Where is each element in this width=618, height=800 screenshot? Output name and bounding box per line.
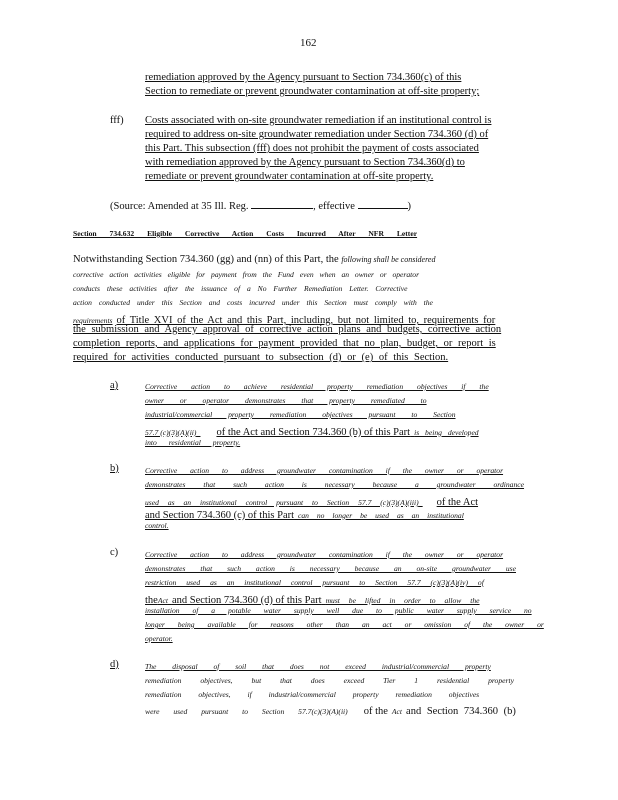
source-middle: , effective: [313, 201, 355, 212]
item-a-line-1: Corrective action to achieve residential property remediation objectives if the: [145, 382, 489, 391]
item-b-line-1: Corrective action to address groundwater contamination if the owner or operator: [145, 466, 504, 475]
item-a-line-4-c: is being developed: [414, 428, 479, 437]
source-blank-2: [358, 199, 408, 209]
item-c-line-2: demonstrates that such action is necessary because an on-site groundwater use: [145, 564, 516, 573]
item-c-line-1: Corrective action to address groundwater contamination if the owner or operator: [145, 550, 504, 559]
intro-line-1-tail: following shall be considered: [341, 255, 436, 264]
intro-line-7: completion reports, and applications for payment provided that no plan, budget, or report is: [73, 338, 496, 349]
intro-line-5-a: requirements: [73, 316, 113, 325]
item-a-line-4-a: 57.7 (c)(3)(A)(ii): [145, 428, 197, 437]
intro-line-1: [73, 254, 435, 265]
item-b-label: b): [110, 463, 119, 474]
fff-line-5: remediate or prevent groundwater contamination at off-site property.: [145, 171, 434, 182]
item-d-line-4-b: of the: [363, 706, 388, 717]
source-prefix: (Source: Amended at 35 Ill. Reg.: [110, 201, 249, 212]
fff-line-2: required to address on-site groundwater remediation under Section 734.360 (d) of: [145, 129, 489, 140]
item-c-line-3: restriction used as an institutional control pursuant to Section 57.7 (c)(3)(A)(iv) of: [145, 578, 484, 587]
item-d-line-3: remediation objectives, if industrial/commercial property remediation objectives: [145, 690, 480, 699]
source-line: [110, 199, 411, 212]
item-c-line-7: operator.: [145, 634, 173, 643]
item-b-line-2: demonstrates that such action is necessary because a groundwater ordinance: [145, 480, 525, 489]
intro-line-2: corrective action activities eligible for payment from the Fund even when an owner or operator: [73, 270, 420, 279]
intro-line-8: required for activities conducted pursuant to subsection (d) or (e) of this Section.: [73, 352, 449, 363]
intro-line-6: the submission and Agency approval of corrective action plans and budgets, corrective action: [73, 324, 502, 335]
item-c-line-4-d: must be lifted in order to allow the: [325, 596, 480, 605]
item-a-label: a): [110, 380, 119, 391]
item-d-label: d): [110, 659, 119, 670]
top-line-2: Section to remediate or prevent groundwater contamination at off-site property;: [145, 86, 480, 97]
source-blank-1: [251, 199, 313, 209]
item-c-line-4-c: and Section 734.360 (d) of this Part: [171, 595, 322, 606]
fff-line-4: with remediation approved by the Agency pursuant to Section 734.360(d) to: [145, 157, 465, 168]
item-d-line-4-a: were used pursuant to Section 57.7(c)(3)(A)(ii): [145, 707, 348, 716]
item-b-line-3-a: used as an institutional control pursuant to Section 57.7 (c)(3)(A)(iii): [145, 498, 419, 507]
fff-line-1: Costs associated with on-site groundwater remediation if an institutional control is: [145, 115, 492, 126]
item-c-line-4-a: the: [145, 595, 158, 606]
item-b-line-4-b: can no longer be used as an institutional: [298, 511, 464, 520]
item-b-line-3-b: of the Act: [436, 497, 479, 508]
item-d-line-4-d: and Section 734.360 (b): [406, 706, 516, 717]
item-d-line-4-c: Act: [391, 707, 403, 716]
item-a-line-2: owner or operator demonstrates that property remediated to: [145, 396, 427, 405]
top-line-1: remediation approved by the Agency pursuant to Section 734.360(c) of this: [145, 72, 462, 83]
item-c-line-6: longer being available for reasons other than an act or omission of the owner or: [145, 620, 544, 629]
item-b-line-4: [145, 505, 464, 523]
intro-line-4: action conducted under this Section and costs incurred under this Section must comply with the: [73, 298, 433, 307]
intro-line-3: conducts these activities after the issuance of a No Further Remediation Letter. Corrective: [73, 284, 408, 293]
source-suffix: ): [407, 201, 412, 212]
intro-line-5-b: of Title XVI of the Act and this Part, including, but not limited to, requirements for: [116, 315, 496, 326]
item-d-line-1: The disposal of soil that does not exceed industrial/commercial property: [145, 662, 491, 671]
item-c-line-5: installation of a potable water supply well due to public water supply service no: [145, 606, 532, 615]
intro-line-1-text: Notwithstanding Section 734.360 (gg) and (nn) of this Part, the: [73, 254, 339, 265]
item-b-line-5: control.: [145, 521, 169, 530]
item-a-line-3: industrial/commercial property remediation objectives pursuant to Section: [145, 410, 456, 419]
fff-line-3: this Part. This subsection (fff) does not prohibit the payment of costs associated: [145, 143, 479, 154]
item-fff-label: fff): [110, 115, 124, 126]
item-a-line-5: into residential property.: [145, 438, 241, 447]
item-b-line-4-a: and Section 734.360 (c) of this Part: [145, 510, 295, 521]
section-heading: Section 734.632 Eligible Corrective Action Costs Incurred After NFR Letter: [73, 229, 418, 238]
item-d-line-4: [145, 701, 516, 719]
item-c-line-4-b: Act: [157, 596, 168, 605]
item-d-line-2: remediation objectives, but that does exceed Tier 1 residential property: [145, 676, 514, 685]
item-c-label: c): [110, 547, 119, 558]
item-a-line-4-b: of the Act and Section 734.360 (b) of this Part: [216, 427, 411, 438]
page-number: 162: [300, 37, 317, 49]
